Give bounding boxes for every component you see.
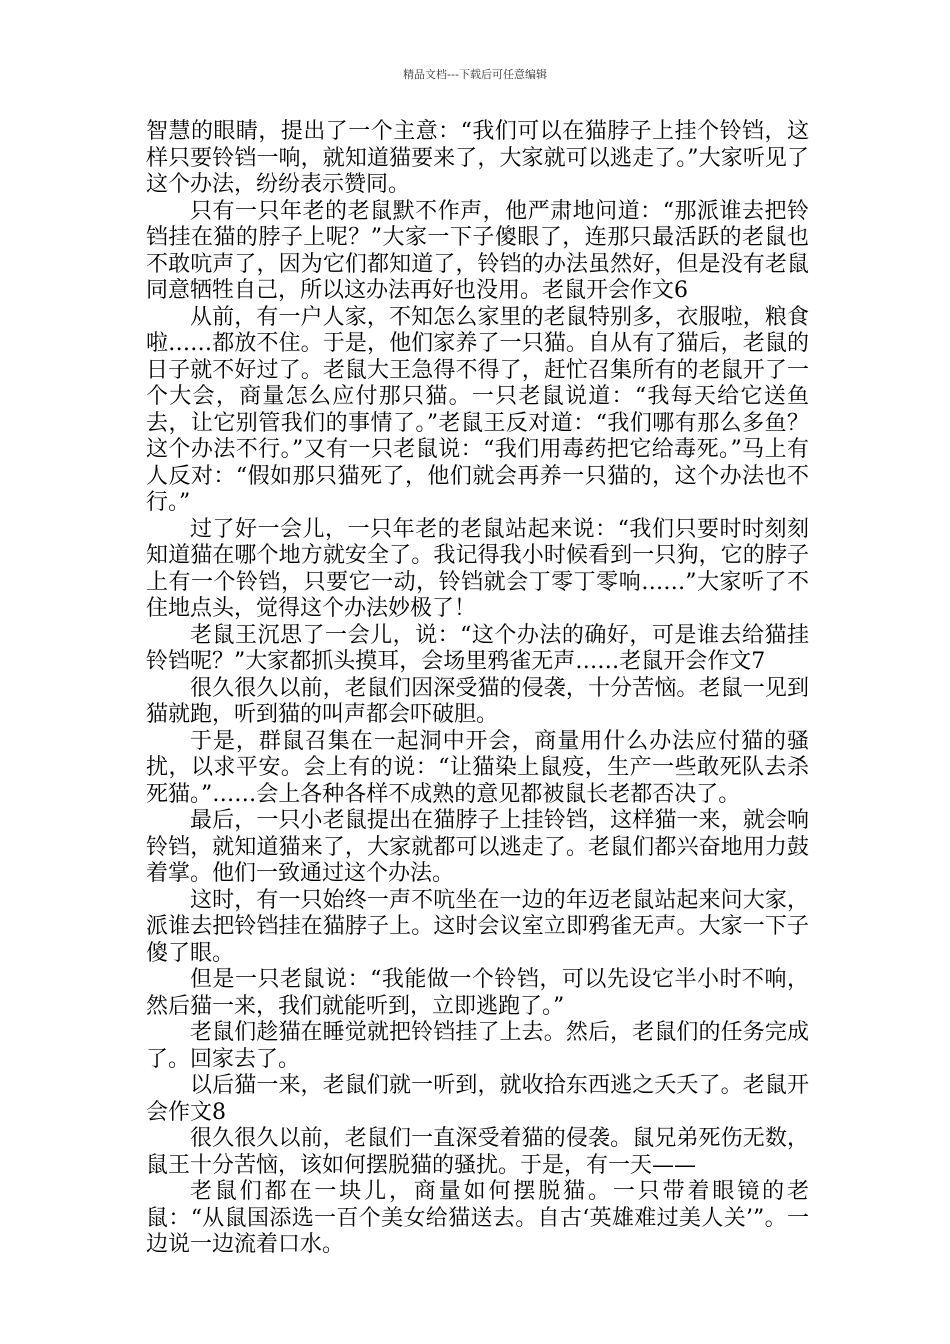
- paragraph: 于是，群鼠召集在一起洞中开会，商量用什么办法应付猫的骚扰，以求平安。会上有的说：“让猫染上鼠疫，生产一些敢死队去杀死猫。”……会上各种各样不成熟的意见都被鼠长老都否决了。: [146, 728, 809, 807]
- paragraph: 老鼠们趁猫在睡觉就把铃铛挂了上去。然后，老鼠们的任务完成了。回家去了。: [146, 1020, 809, 1072]
- paragraph: 只有一只年老的老鼠默不作声，他严肃地问道：“那派谁去把铃铛挂在猫的脖子上呢？”大家一下子傻眼了，连那只最活跃的老鼠也不敢吭声了，因为它们都知道了，铃铛的办法虽然好，但是没有老鼠同意牺牲自己，所以这办法再好也没用。老鼠开会作文6: [146, 198, 809, 303]
- paragraph: 从前，有一户人家，不知怎么家里的老鼠特别多，衣服啦，粮食啦……都放不住。于是，他们家养了一只猫。自从有了猫后，老鼠的日子就不好过了。老鼠大王急得不得了，赶忙召集所有的老鼠开了一个大会，商量怎么应付那只猫。一只老鼠说道：“我每天给它送鱼去，让它别管我们的事情了。”老鼠王反对道：“我们哪有那么多鱼？这个办法不行。”又有一只老鼠说：“我们用毒药把它给毒死。”马上有人反对：“假如那只猫死了，他们就会再养一只猫的，这个办法也不行。”: [146, 304, 809, 515]
- paragraph: 智慧的眼睛，提出了一个主意：“我们可以在猫脖子上挂个铃铛，这样只要铃铛一响，就知道猫要来了，大家就可以逃走了。”大家听见了这个办法，纷纷表示赞同。: [146, 119, 809, 197]
- paragraph: 以后猫一来，老鼠们就一听到，就收拾东西逃之夭夭了。老鼠开会作文8: [146, 1073, 809, 1125]
- paragraph: 很久很久以前，老鼠们一直深受着猫的侵袭。鼠兄弟死伤无数，鼠王十分苦恼，该如何摆脱猫的骚扰。于是，有一天——: [146, 1126, 809, 1178]
- paragraph: 过了好一会儿，一只年老的老鼠站起来说：“我们只要时时刻刻知道猫在哪个地方就安全了。我记得我小时候看到一只狗，它的脖子上有一个铃铛，只要它一动，铃铛就会丁零丁零响……”大家听了不住地点头，觉得这个办法妙极了！: [146, 516, 809, 621]
- paragraph: 这时，有一只始终一声不吭坐在一边的年迈老鼠站起来问大家，派谁去把铃铛挂在猫脖子上。这时会议室立即鸦雀无声。大家一下子傻了眼。: [146, 887, 809, 966]
- paragraph: 老鼠们都在一块儿，商量如何摆脱猫。一只带着眼镜的老鼠：“从鼠国添选一百个美女给猫送去。自古‘英雄难过美人关’”。一边说一边流着口水。: [146, 1179, 809, 1257]
- paragraph: 老鼠王沉思了一会儿，说：“这个办法的确好，可是谁去给猫挂铃铛呢？”大家都抓头摸耳，会场里鸦雀无声……老鼠开会作文7: [146, 622, 809, 674]
- page-header: 精品文档---下载后可任意编辑: [403, 68, 547, 81]
- document-body: [146, 119, 809, 1259]
- paragraph: 最后，一只小老鼠提出在猫脖子上挂铃铛，这样猫一来，就会响铃铛，就知道猫来了，大家就都可以逃走了。老鼠们都兴奋地用力鼓着掌。他们一致通过这个办法。: [146, 808, 809, 886]
- paragraph: 但是一只老鼠说：“我能做一个铃铛，可以先设它半小时不响，然后猫一来，我们就能听到，立即逃跑了。”: [146, 967, 809, 1019]
- paragraph: 很久很久以前，老鼠们因深受猫的侵袭，十分苦恼。老鼠一见到猫就跑，听到猫的叫声都会吓破胆。: [146, 675, 809, 727]
